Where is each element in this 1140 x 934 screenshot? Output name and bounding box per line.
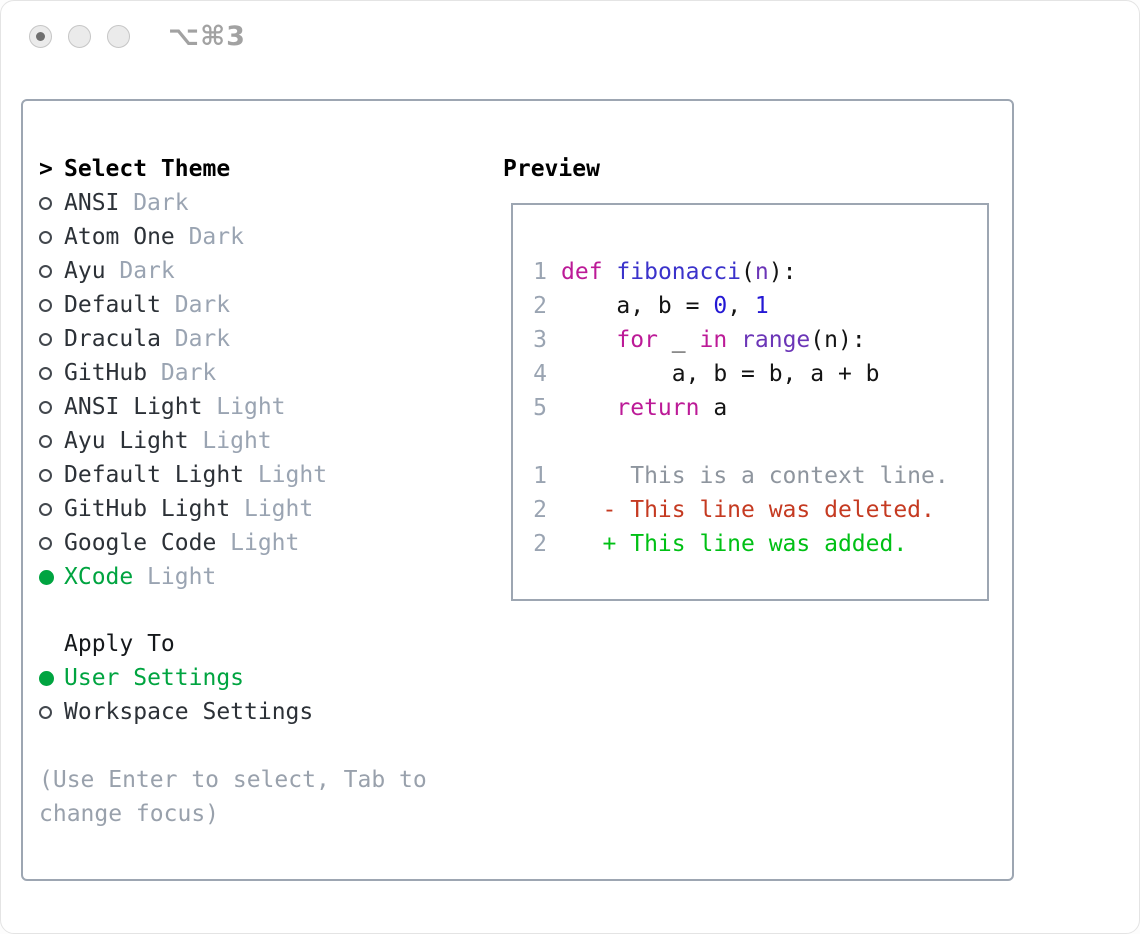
- filled-dot: [39, 671, 54, 686]
- code-segment: (: [741, 259, 755, 285]
- option-label: XCode: [64, 564, 134, 590]
- window-shortcut-label: ⌥⌘3: [168, 21, 246, 52]
- code-line-6: [533, 425, 949, 459]
- option-label: Ayu Light: [64, 428, 189, 454]
- theme-option-xcode[interactable]: [39, 560, 427, 594]
- radio-unselected-icon: [39, 367, 64, 380]
- theme-option-default[interactable]: [39, 288, 427, 322]
- focus-cursor-icon: >: [39, 156, 53, 182]
- variant-tag: Light: [202, 428, 272, 454]
- radio-unselected-icon: [39, 299, 64, 312]
- option-label: Google Code: [64, 530, 217, 556]
- select-theme-title: Select Theme: [64, 156, 231, 182]
- line-number: 2: [533, 293, 547, 319]
- theme-option-default-light[interactable]: [39, 458, 427, 492]
- empty-circle: [39, 299, 52, 312]
- option-label: Atom One: [64, 224, 175, 250]
- footer-hint-line-1: (Use Enter to select, Tab to: [39, 767, 427, 793]
- code-line-9: [533, 527, 949, 561]
- option-label: Default Light: [64, 462, 245, 488]
- line-number: 5: [533, 395, 547, 421]
- line-number: [533, 425, 547, 459]
- code-segment: 0: [713, 293, 728, 319]
- empty-circle: [39, 265, 52, 278]
- variant-tag: Dark: [160, 360, 217, 386]
- traffic-light-close[interactable]: [29, 25, 52, 48]
- theme-option-ansi-light[interactable]: [39, 390, 427, 424]
- theme-option-google-code[interactable]: [39, 526, 427, 560]
- traffic-light-zoom[interactable]: [107, 25, 130, 48]
- radio-unselected-icon: [39, 333, 64, 346]
- apply-to-title: Apply To: [64, 631, 175, 657]
- empty-circle: [39, 503, 52, 516]
- titlebar: [1, 1, 1139, 71]
- variant-tag: Light: [257, 462, 328, 488]
- code-segment: This is a context line.: [561, 463, 949, 489]
- option-label: User Settings: [64, 665, 245, 691]
- apply-option-workspace-settings[interactable]: [39, 695, 427, 729]
- line-content: [561, 323, 866, 357]
- line-number: 3: [533, 327, 547, 353]
- code-segment: [727, 327, 741, 353]
- code-segment: ,: [727, 293, 755, 319]
- empty-circle: [39, 706, 52, 719]
- code-segment: - This line was deleted.: [561, 497, 935, 523]
- variant-tag: Dark: [174, 326, 231, 352]
- line-content: [561, 527, 907, 561]
- empty-circle: [39, 469, 52, 482]
- line-number: 1: [533, 463, 547, 489]
- empty-circle: [39, 537, 52, 550]
- code-line-2: [533, 289, 949, 323]
- empty-circle: [39, 401, 52, 414]
- code-segment: in: [699, 327, 728, 353]
- apply-option-user-settings[interactable]: [39, 661, 427, 695]
- line-content: [561, 459, 949, 493]
- traffic-light-minimize[interactable]: [68, 25, 91, 48]
- line-number: 4: [533, 361, 547, 387]
- option-label: GitHub: [64, 360, 148, 386]
- theme-option-ansi[interactable]: [39, 186, 427, 220]
- line-number: 1: [533, 259, 547, 285]
- code-line-4: [533, 357, 949, 391]
- filled-dot: [39, 570, 54, 585]
- theme-option-github-light[interactable]: [39, 492, 427, 526]
- apply-to-list: [39, 661, 427, 729]
- footer-hint-line-2: change focus): [39, 801, 220, 827]
- code-segment: [561, 327, 616, 353]
- code-segment: n: [754, 259, 769, 285]
- variant-tag: Light: [230, 530, 300, 556]
- line-content: [561, 255, 796, 289]
- code-segment: return: [616, 395, 700, 421]
- variant-tag: Dark: [119, 258, 175, 284]
- line-number: 2: [533, 531, 547, 557]
- radio-unselected-icon: [39, 197, 64, 210]
- line-content: [561, 357, 880, 391]
- variant-tag: Light: [243, 496, 314, 522]
- code-segment: 1: [754, 293, 769, 319]
- radio-unselected-icon: [39, 706, 64, 719]
- spacer: [39, 594, 427, 627]
- line-number: 2: [533, 497, 547, 523]
- code-segment: for: [616, 327, 658, 353]
- empty-circle: [39, 367, 52, 380]
- code-segment: _: [657, 327, 700, 353]
- option-label: Ayu: [64, 258, 106, 284]
- option-label: ANSI Light: [64, 394, 203, 420]
- variant-tag: Light: [216, 394, 286, 420]
- code-segment: a, b = b, a + b: [561, 361, 880, 387]
- apply-to-header: [39, 627, 427, 661]
- option-label: Default: [64, 292, 161, 318]
- active-window-dot: [36, 32, 45, 41]
- option-label: Dracula: [64, 326, 161, 352]
- radio-unselected-icon: [39, 265, 64, 278]
- radio-selected-icon: [39, 671, 64, 686]
- select-theme-header: [39, 152, 427, 186]
- main-panel: [21, 99, 1014, 881]
- variant-tag: Light: [147, 564, 217, 590]
- code-segment: fibonacci: [616, 259, 742, 285]
- code-line-7: [533, 459, 949, 493]
- code-segment: def: [561, 259, 603, 285]
- radio-unselected-icon: [39, 231, 64, 244]
- code-line-5: [533, 391, 949, 425]
- code-segment: range: [741, 327, 811, 353]
- code-preview: [533, 255, 949, 561]
- radio-selected-icon: [39, 570, 64, 585]
- theme-option-ayu[interactable]: [39, 254, 427, 288]
- empty-circle: [39, 197, 52, 210]
- code-line-8: [533, 493, 949, 527]
- line-content: [561, 391, 727, 425]
- theme-option-dracula[interactable]: [39, 322, 427, 356]
- code-segment: [603, 259, 617, 285]
- empty-circle: [39, 231, 52, 244]
- code-segment: + This line was added.: [561, 531, 908, 557]
- option-label: GitHub Light: [64, 496, 231, 522]
- radio-unselected-icon: [39, 537, 64, 550]
- radio-unselected-icon: [39, 401, 64, 414]
- line-content: [561, 493, 935, 527]
- empty-circle: [39, 435, 52, 448]
- variant-tag: Dark: [133, 190, 189, 216]
- code-segment: a: [699, 395, 728, 421]
- option-label: ANSI: [64, 190, 120, 216]
- code-line-1: [533, 255, 949, 289]
- radio-unselected-icon: [39, 503, 64, 516]
- radio-unselected-icon: [39, 469, 64, 482]
- theme-option-ayu-light[interactable]: [39, 424, 427, 458]
- theme-option-github[interactable]: [39, 356, 427, 390]
- option-label: Workspace Settings: [64, 699, 314, 725]
- spacer: [39, 729, 427, 763]
- variant-tag: Dark: [174, 292, 231, 318]
- code-segment: ):: [768, 259, 797, 285]
- variant-tag: Dark: [188, 224, 244, 250]
- line-content: [561, 289, 769, 323]
- radio-unselected-icon: [39, 435, 64, 448]
- preview-title: Preview: [503, 156, 600, 182]
- code-segment: a, b =: [561, 293, 714, 319]
- theme-selector-column: [39, 152, 427, 831]
- code-segment: [561, 395, 616, 421]
- theme-list: [39, 186, 427, 594]
- theme-option-atom-one[interactable]: [39, 220, 427, 254]
- code-line-3: [533, 323, 949, 357]
- code-segment: (n):: [810, 327, 866, 353]
- preview-box: [511, 203, 989, 601]
- empty-circle: [39, 333, 52, 346]
